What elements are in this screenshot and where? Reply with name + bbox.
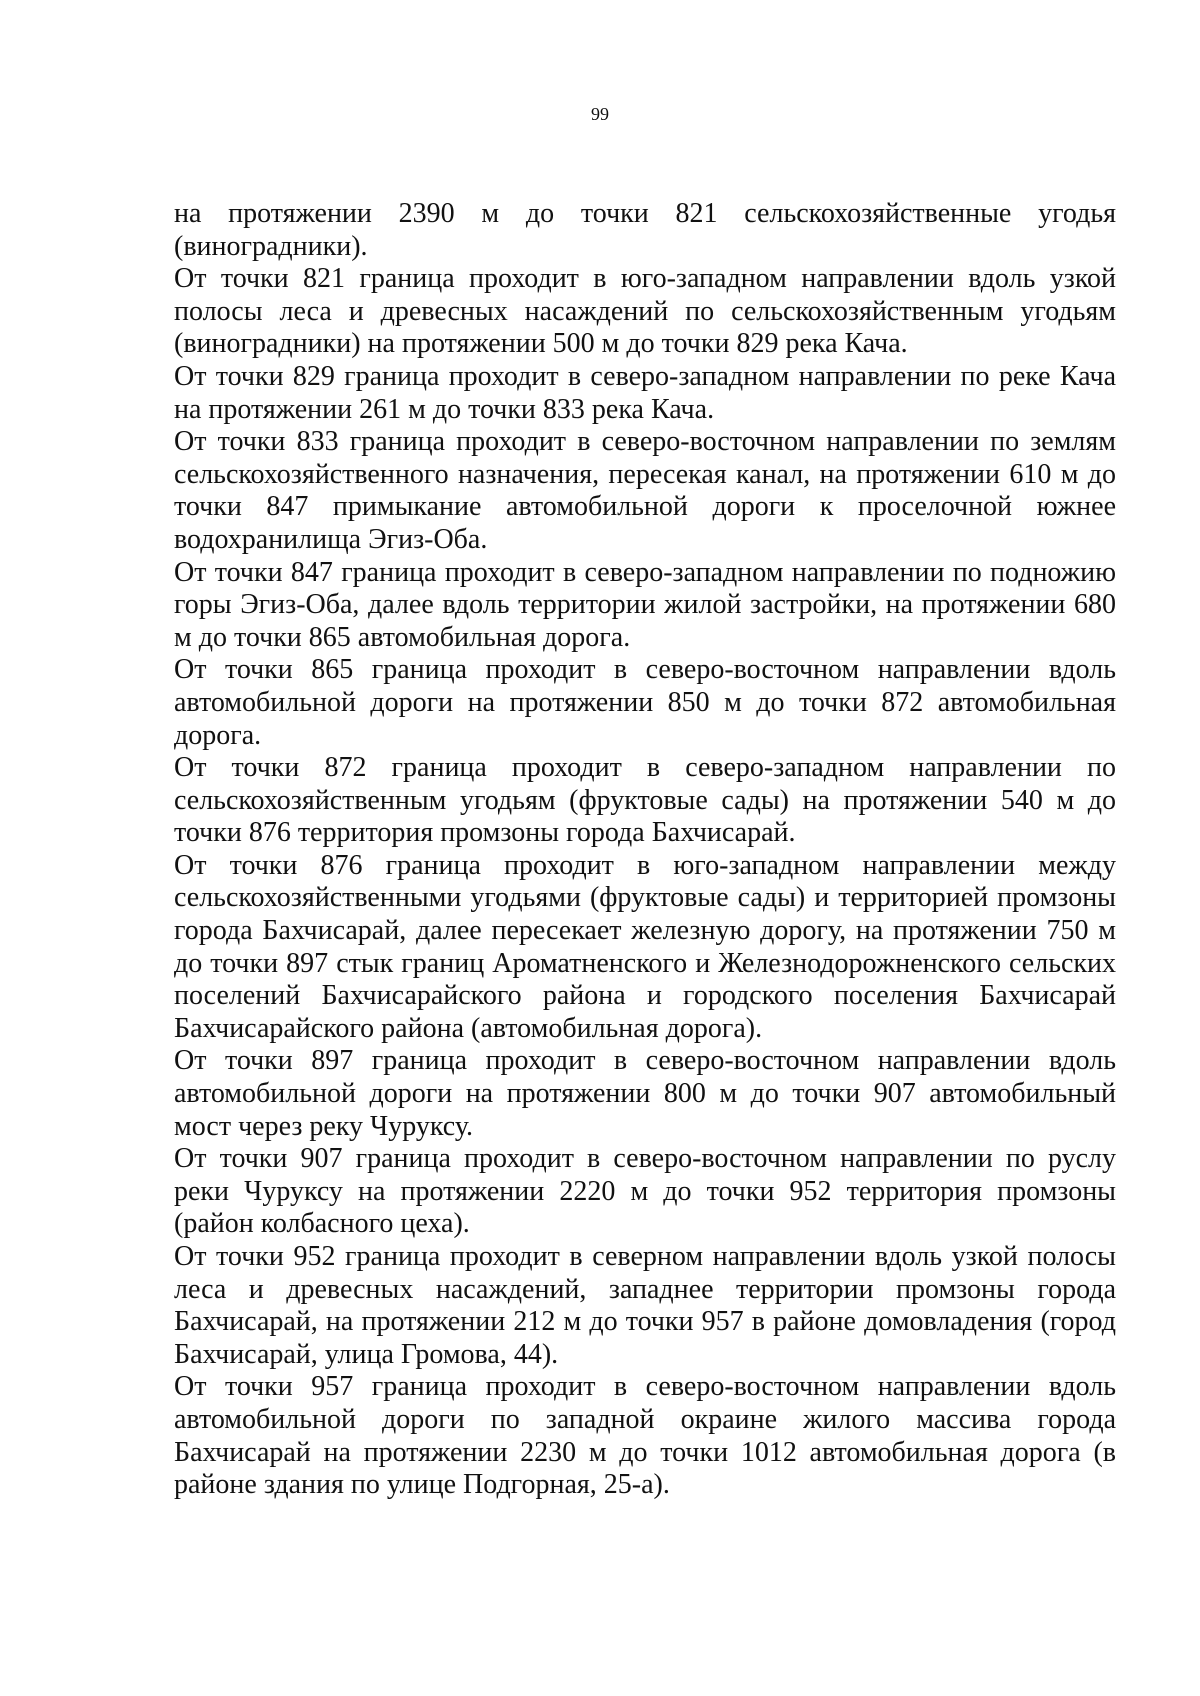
paragraph: От точки 821 граница проходит в юго-западном направлении вдоль узкой полосы леса и древесных насаждений по сельскохозяйственным угодьям (виноградники) на протяжении 500 м до точки 829 река Кача. — [174, 263, 1116, 360]
paragraph: От точки 833 граница проходит в северо-восточном направлении по землям сельскохозяйственного назначения, пересекая канал, на протяжении 610 м до точки 847 примыкание автомобильной дороги к проселочной южнее водохранилища Эгиз-Оба. — [174, 426, 1116, 555]
page-number: 99 — [591, 104, 609, 124]
paragraph: От точки 865 граница проходит в северо-восточном направлении вдоль автомобильной дороги на протяжении 850 м до точки 872 автомобильная дорога. — [174, 654, 1116, 751]
paragraph: От точки 876 граница проходит в юго-западном направлении между сельскохозяйственными угодьями (фруктовые сады) и территорией промзоны города Бахчисарай, далее пересекает железную дорогу, на протяжении 750 м до точки 897 стык границ Ароматненского и Железнодорожненского сельских поселений Бахчисарайского района и городского поселения Бахчисарай Бахчисарайского района (автомобильная дорога). — [174, 849, 1116, 1044]
paragraph: на протяжении 2390 м до точки 821 сельскохозяйственные угодья (виноградники). — [174, 198, 1116, 262]
paragraph: От точки 897 граница проходит в северо-восточном направлении вдоль автомобильной дороги на протяжении 800 м до точки 907 автомобильный мост через реку Чуруксу. — [174, 1045, 1116, 1142]
paragraph: От точки 847 граница проходит в северо-западном направлении по подножию горы Эгиз-Оба, далее вдоль территории жилой застройки, на протяжении 680 м до точки 865 автомобильная дорога. — [174, 556, 1116, 653]
paragraph: От точки 952 граница проходит в северном направлении вдоль узкой полосы леса и древесных насаждений, западнее территории промзоны города Бахчисарай, на протяжении 212 м до точки 957 в районе домовладения (город Бахчисарай, улица Громова, 44). — [174, 1241, 1116, 1370]
paragraph: От точки 957 граница проходит в северо-восточном направлении вдоль автомобильной дороги по западной окраине жилого массива города Бахчисарай на протяжении 2230 м до точки 1012 автомобильная дорога (в районе здания по улице Подгорная, 25-а). — [174, 1371, 1116, 1501]
document-body — [174, 198, 1116, 1502]
paragraph: От точки 829 граница проходит в северо-западном направлении по реке Кача на протяжении 261 м до точки 833 река Кача. — [174, 360, 1116, 425]
paragraph: От точки 907 граница проходит в северо-восточном направлении по руслу реки Чуруксу на протяжении 2220 м до точки 952 территория промзоны (район колбасного цеха). — [174, 1143, 1116, 1240]
paragraph: От точки 872 граница проходит в северо-западном направлении по сельскохозяйственным угодьям (фруктовые сады) на протяжении 540 м до точки 876 территория промзоны города Бахчисарай. — [174, 752, 1116, 849]
